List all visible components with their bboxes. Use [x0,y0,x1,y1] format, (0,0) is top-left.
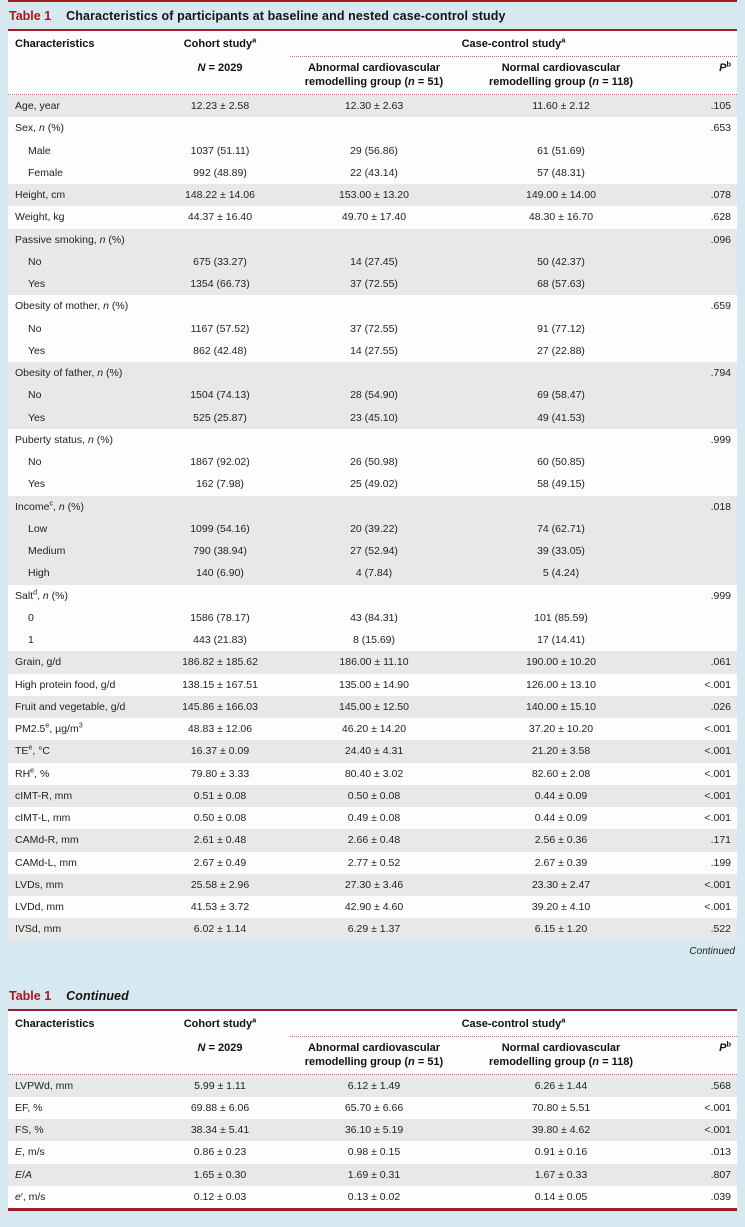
abnormal-group-value: 14 (27.45) [350,255,398,268]
p-value: <.001 [704,678,731,691]
row-label: Fruit and vegetable, g/d [15,700,126,713]
abnormal-group-value: 135.00 ± 14.90 [339,678,409,691]
table-row [8,295,737,317]
table2-bottom-rule [8,1208,737,1211]
table-row [8,407,737,429]
abnormal-group-value: 22 (43.14) [350,166,398,179]
table2-label: Table 1 [9,988,52,1003]
p-value: <.001 [704,901,731,914]
cohort-value: 992 (48.89) [193,166,247,179]
normal-group-value: 17 (14.41) [537,634,585,647]
cohort-value: 6.02 ± 1.14 [193,923,247,936]
row-label: High protein food, g/d [15,678,116,691]
normal-group-value: 23.30 ± 2.47 [531,878,591,891]
p-value: <.001 [704,767,731,780]
p-value: .026 [710,700,731,713]
row-label: $TE^e$, °C [15,743,51,758]
normal-group-value: 68 (57.63) [537,278,585,291]
abnormal-group-value: 37 (72.55) [350,278,398,291]
table-row [8,585,737,607]
row-label: 0 [28,611,34,624]
table-row [8,496,737,518]
cohort-value: 1586 (78.17) [190,611,250,624]
table-row [8,607,737,629]
abnormal-group-value: 26 (50.98) [350,456,398,469]
cohort-value: 2.61 ± 0.48 [193,834,247,847]
row-label: $RH^e$, % [15,766,50,780]
row-label: e′, m/s [15,1190,46,1203]
p-value: <.001 [704,745,731,758]
table1-header [8,31,737,95]
table-row [8,318,737,340]
row-label: No [28,322,42,335]
row-label: LVDs, mm [15,878,64,891]
table1-label: Table 1 [9,9,52,23]
table-row [8,340,737,362]
normal-group-value: 6.15 ± 1.20 [534,923,588,936]
row-label: Weight, kg [15,211,65,224]
row-label: High [28,567,50,580]
abnormal-group-value: 49.70 ± 17.40 [341,211,407,224]
row-label: EF, % [15,1101,43,1114]
normal-group-value: 48.30 ± 16.70 [528,211,594,224]
p-value: <.001 [704,1124,731,1137]
table-row [8,718,737,740]
cohort-value: 1504 (74.13) [190,389,250,402]
header-cohort-study: Cohort study$^a$ [183,1014,257,1030]
normal-group-value: 82.60 ± 2.08 [531,767,591,780]
table-row [8,1075,737,1097]
table2 [8,1009,737,1212]
table1-rows [8,95,737,941]
row-label: Yes [28,478,46,491]
header-abnormal-group: Abnormal cardiovascular remodelling group (n = 51) [304,62,444,88]
normal-group-value: 70.80 ± 5.51 [531,1101,591,1114]
p-value: .061 [710,656,731,669]
normal-group-value: 27 (22.88) [537,344,585,357]
cohort-value: 138.15 ± 167.51 [182,678,258,691]
abnormal-group-value: 6.12 ± 1.49 [347,1079,401,1092]
normal-group-value: 0.44 ± 0.09 [534,789,588,802]
cohort-value: 790 (38.94) [193,545,247,558]
row-label: E/A [15,1168,32,1181]
normal-group-value: 190.00 ± 10.20 [526,656,596,669]
normal-group-value: 6.26 ± 1.44 [534,1079,588,1092]
abnormal-group-value: 27.30 ± 3.46 [344,878,404,891]
tables-gap [8,961,737,982]
normal-group-value: 101 (85.59) [534,611,588,624]
normal-group-value: 69 (58.47) [537,389,585,402]
row-label: cIMT-R, mm [15,789,73,802]
p-value: .568 [710,1079,731,1092]
row-label: PM2.5e, $\mu g/m^3$ [15,721,83,736]
abnormal-group-value: 0.49 ± 0.08 [347,812,401,825]
normal-group-value: 57 (48.31) [537,166,585,179]
p-value: <.001 [704,1101,731,1114]
abnormal-group-value: 80.40 ± 3.02 [344,767,404,780]
table2-title [8,982,737,1009]
row-label: No [28,389,42,402]
row-label: Female [28,166,64,179]
table-row [8,473,737,495]
row-label: Obesity of mother, n (%) [15,300,129,313]
cohort-value: 1037 (51.11) [190,144,250,157]
abnormal-group-value: 25 (49.02) [350,478,398,491]
table-row [8,229,737,251]
cohort-value: 148.22 ± 14.06 [185,189,255,202]
table-row [8,95,737,117]
row-label: LVDd, mm [15,901,64,914]
table-row [8,140,737,162]
row-label: Yes [28,344,46,357]
p-value: .096 [710,233,731,246]
normal-group-value: 37.20 ± 10.20 [528,723,594,736]
normal-group-value: 39.80 ± 4.62 [531,1124,591,1137]
table-row [8,540,737,562]
table-row [8,162,737,184]
cohort-value: 0.51 ± 0.08 [193,789,247,802]
abnormal-group-value: 36.10 ± 5.19 [344,1124,404,1137]
table-row [8,206,737,228]
abnormal-group-value: 4 (7.84) [355,567,393,580]
row-label: Grain, g/d [15,656,62,669]
table-row [8,896,737,918]
table-row [8,117,737,139]
abnormal-group-value: 28 (54.90) [350,389,398,402]
p-value: .199 [710,856,731,869]
table-row [8,1186,737,1208]
cohort-value: 443 (21.83) [193,634,247,647]
normal-group-value: 49 (41.53) [537,411,585,424]
cohort-value: 862 (42.48) [193,344,247,357]
cohort-value: 0.12 ± 0.03 [193,1190,247,1203]
header-spacer [8,61,150,89]
abnormal-group-value: 42.90 ± 4.60 [344,901,404,914]
table-row [8,384,737,406]
row-label: IVSd, mm [15,923,62,936]
cohort-value: 79.80 ± 3.33 [190,767,250,780]
header-characteristics: Characteristics [15,38,95,50]
abnormal-group-value: 0.50 ± 0.08 [347,789,401,802]
row-label: Yes [28,278,46,291]
p-value: .013 [710,1146,731,1159]
table-row [8,451,737,473]
cohort-value: 675 (33.27) [193,255,247,268]
cohort-value: 69.88 ± 6.06 [190,1101,250,1114]
table-row [8,273,737,295]
normal-group-value: 1.67 ± 0.33 [534,1168,588,1181]
normal-group-value: 39 (33.05) [537,545,585,558]
cohort-value: 186.82 ± 185.62 [182,656,258,669]
cohort-value: 41.53 ± 3.72 [190,901,250,914]
p-value: .794 [710,367,731,380]
header-cohort-n: N = 2029 [197,62,243,74]
table-row [8,918,737,940]
header-cohort-n: N = 2029 [197,1041,243,1054]
table-row [8,184,737,206]
row-label: E, m/s [15,1146,45,1159]
table-row [8,1141,737,1163]
cohort-value: 140 (6.90) [196,567,244,580]
row-label: Income$^c$, n (%) [15,499,84,513]
abnormal-group-value: 23 (45.10) [350,411,398,424]
abnormal-group-value: 27 (52.94) [350,545,398,558]
p-value: .171 [710,834,731,847]
table1-title-text: Characteristics of participants at baseline and nested case-control study [66,9,506,23]
normal-group-value: 140.00 ± 15.10 [526,700,596,713]
row-label: Medium [28,545,66,558]
table-row [8,763,737,785]
cohort-value: 12.23 ± 2.58 [190,100,250,113]
row-label: LVPWd, mm [15,1079,74,1092]
p-value: .039 [710,1190,731,1203]
p-value: .653 [710,122,731,135]
cohort-value: 1867 (92.02) [190,456,250,469]
cohort-value: 1.65 ± 0.30 [193,1168,247,1181]
table-row [8,674,737,696]
table-row [8,362,737,384]
header-case-control-group: Case-control study$^a$ [290,37,737,57]
abnormal-group-value: 8 (15.69) [352,634,396,647]
p-value: <.001 [704,812,731,825]
normal-group-value: 0.14 ± 0.05 [534,1190,588,1203]
header-cohort-study: Cohort study$^a$ [183,35,257,50]
row-label: Male [28,144,51,157]
row-label: Passive smoking, n (%) [15,233,125,246]
row-label: Puberty status, n (%) [15,433,114,446]
header-p-value: $P^b$ [719,59,731,74]
p-value: .999 [710,589,731,602]
table-row [8,829,737,851]
row-label: 1 [28,634,34,647]
cohort-value: 0.50 ± 0.08 [193,812,247,825]
normal-group-value: 2.67 ± 0.39 [534,856,588,869]
normal-group-value: 91 (77.12) [537,322,585,335]
table1-title [8,2,737,29]
p-value: <.001 [704,789,731,802]
abnormal-group-value: 65.70 ± 6.66 [344,1101,404,1114]
abnormal-group-value: 0.13 ± 0.02 [347,1190,401,1203]
table-row [8,251,737,273]
table-row [8,852,737,874]
abnormal-group-value: 0.98 ± 0.15 [347,1146,401,1159]
p-value: .105 [710,100,731,113]
normal-group-value: 58 (49.15) [537,478,585,491]
normal-group-value: 74 (62.71) [537,522,585,535]
abnormal-group-value: 145.00 ± 12.50 [339,700,409,713]
table2-rows [8,1075,737,1209]
table-row [8,429,737,451]
p-value: .659 [710,300,731,313]
table-row [8,807,737,829]
cohort-value: 162 (7.98) [196,478,244,491]
cohort-value: 145.86 ± 166.03 [182,700,258,713]
table-row [8,629,737,651]
row-label: Height, cm [15,189,66,202]
continued-note: Continued [689,945,735,957]
cohort-value: 1354 (66.73) [190,278,250,291]
table-row [8,785,737,807]
p-value: .999 [710,433,731,446]
header-spacer [8,1041,150,1069]
row-label: Yes [28,411,46,424]
cohort-value: 1167 (57.52) [190,322,250,335]
header-case-control-group: Case-control study$^a$ [290,1017,737,1037]
table1 [8,29,737,941]
header-abnormal-group: Abnormal cardiovascular remodelling group (n = 51) [304,1041,444,1068]
abnormal-group-value: 2.66 ± 0.48 [347,834,401,847]
abnormal-group-value: 29 (56.86) [350,144,398,157]
normal-group-value: 21.20 ± 3.58 [531,745,591,758]
p-value: .078 [710,189,731,202]
abnormal-group-value: 14 (27.55) [350,344,398,357]
table-row [8,696,737,718]
table-row [8,740,737,762]
table-row [8,1119,737,1141]
normal-group-value: 2.56 ± 0.36 [534,834,588,847]
row-label: No [28,456,42,469]
row-label: FS, % [15,1124,44,1137]
p-value: .018 [710,500,731,513]
header-normal-group: Normal cardiovascular remodelling group (n = 118) [489,1041,633,1068]
p-value: .522 [710,923,731,936]
table-row [8,874,737,896]
abnormal-group-value: 24.40 ± 4.31 [344,745,404,758]
normal-group-value: 11.60 ± 2.12 [532,100,590,113]
cohort-value: 5.99 ± 1.11 [194,1079,246,1092]
abnormal-group-value: 46.20 ± 14.20 [341,723,407,736]
normal-group-value: 5 (4.24) [542,567,580,580]
row-label: Low [28,522,48,535]
table-row [8,562,737,584]
header-characteristics: Characteristics [15,1017,95,1030]
normal-group-value: 50 (42.37) [537,255,585,268]
normal-group-value: 0.44 ± 0.09 [534,812,588,825]
cohort-value: 1099 (54.16) [190,522,250,535]
row-label: cIMT-L, mm [15,812,71,825]
cohort-value: 25.58 ± 2.96 [190,878,250,891]
header-normal-group: Normal cardiovascular remodelling group (n = 118) [489,62,633,88]
cohort-value: 0.86 ± 0.23 [193,1146,247,1159]
table-row [8,651,737,673]
cohort-value: 2.67 ± 0.49 [193,856,247,869]
row-label: Obesity of father, n (%) [15,367,123,380]
normal-group-value: 39.20 ± 4.10 [531,901,591,914]
table2-header [8,1011,737,1075]
p-value: .807 [710,1168,731,1181]
normal-group-value: 0.91 ± 0.16 [534,1146,588,1159]
normal-group-value: 60 (50.85) [537,456,585,469]
abnormal-group-value: 12.30 ± 2.63 [344,100,404,113]
row-label: No [28,255,42,268]
row-label: Salt$^d$, n (%) [15,588,68,602]
table2-title-text: Continued [66,988,129,1003]
abnormal-group-value: 6.29 ± 1.37 [347,923,401,936]
abnormal-group-value: 186.00 ± 11.10 [339,656,409,669]
cohort-value: 38.34 ± 5.41 [190,1124,250,1137]
row-label: CAMd-R, mm [15,834,79,847]
p-value: <.001 [704,723,731,736]
row-label: Age, year [15,100,60,113]
abnormal-group-value: 43 (84.31) [350,611,398,624]
abnormal-group-value: 1.69 ± 0.31 [347,1168,401,1181]
cohort-value: 44.37 ± 16.40 [187,211,253,224]
abnormal-group-value: 153.00 ± 13.20 [339,189,409,202]
header-p-value: $P^b$ [719,1038,731,1054]
table-row [8,1097,737,1119]
cohort-value: 16.37 ± 0.09 [190,745,250,758]
normal-group-value: 149.00 ± 14.00 [526,189,596,202]
row-label: Sex, n (%) [15,122,65,135]
abnormal-group-value: 20 (39.22) [350,522,398,535]
table-row [8,1164,737,1186]
abnormal-group-value: 37 (72.55) [350,322,398,335]
p-value: <.001 [704,878,731,891]
abnormal-group-value: 2.77 ± 0.52 [347,856,401,869]
normal-group-value: 61 (51.69) [537,144,585,157]
normal-group-value: 126.00 ± 13.10 [526,678,596,691]
p-value: .628 [710,211,731,224]
row-label: CAMd-L, mm [15,856,77,869]
cohort-value: 525 (25.87) [193,411,247,424]
cohort-value: 48.83 ± 12.06 [187,723,253,736]
table-row [8,518,737,540]
